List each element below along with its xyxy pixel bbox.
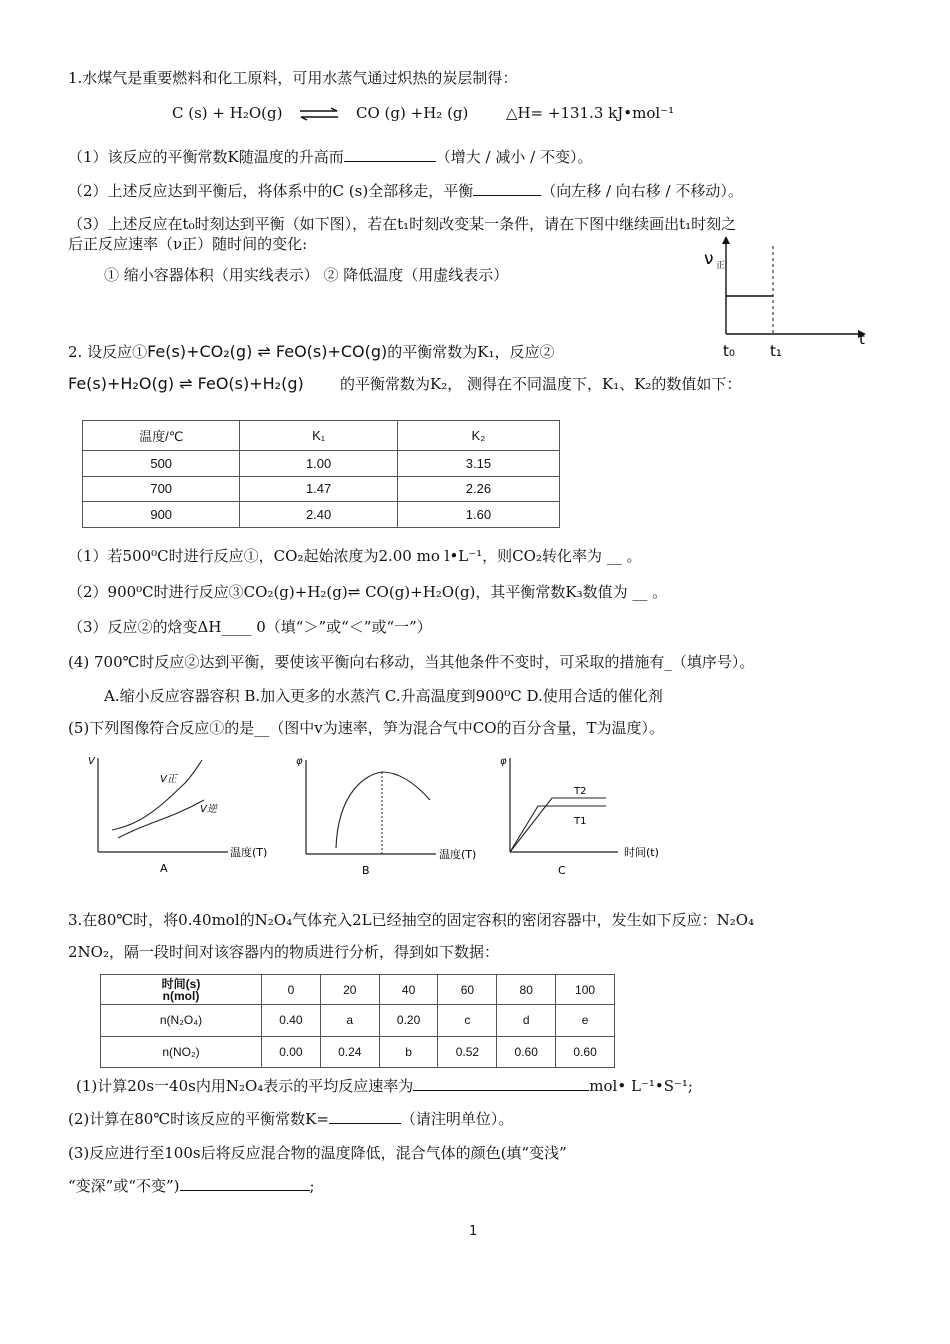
table-cell: 3.15	[397, 451, 559, 477]
table-cell: 2.26	[397, 476, 559, 502]
q3-part3-line1: (3)反应进行至100s后将反应混合物的温度降低，混合气体的颜色(填“变浅”	[68, 1144, 567, 1162]
q1-part3-line2: 后正反应速率（ν正）随时间的变化:	[68, 235, 308, 253]
q2-reaction1: Fe(s)+CO₂(g) ⇌ FeO(s)+CO(g)	[147, 342, 388, 361]
q2-line2-text: 的平衡常数为K₂， 测得在不同温度下，K₁、K₂的数值如下：	[340, 375, 742, 393]
q1-part1	[68, 147, 592, 167]
table-header: 20	[320, 975, 379, 1005]
table-cell: b	[379, 1036, 438, 1068]
table-header: 100	[556, 975, 615, 1005]
table-header: 0	[262, 975, 321, 1005]
q2-line2	[68, 374, 741, 394]
graph-c[interactable]	[500, 752, 700, 882]
q1-rate-graph[interactable]	[700, 232, 870, 362]
answer-blank[interactable]	[180, 1176, 310, 1191]
table-header: 60	[438, 975, 497, 1005]
table-cell: 1.60	[397, 502, 559, 528]
corner-top-label: 时间(s)	[161, 976, 201, 991]
q2-intro: 2. 设反应①	[68, 343, 148, 361]
q3-part1-text: (1)计算20s一40s内用N₂O₄表示的平均反应速率为	[76, 1077, 414, 1095]
table-cell: 1.47	[240, 476, 397, 502]
graph-a-curve2: V逆	[200, 804, 217, 815]
table-cell: 0.52	[438, 1036, 497, 1068]
q1-part2-choices: （向左移 / 向右移 / 不移动）。	[541, 182, 743, 200]
graph-x-label: t	[859, 330, 865, 348]
table-row	[83, 476, 560, 502]
q3-part3-end: ;	[309, 1177, 315, 1195]
table-cell: 0.40	[262, 1005, 321, 1037]
graph-a[interactable]	[88, 752, 288, 882]
table-row	[83, 451, 560, 477]
graph-y-label: ν	[704, 249, 714, 269]
q3-part2-note: （请注明单位）。	[400, 1110, 514, 1128]
q2-part3: （3）反应②的焓变ΔH____ 0（填“＞”或“＜”或“一”）	[68, 618, 432, 636]
q3-data-table	[100, 974, 615, 1068]
graph-y-sub: 正	[716, 261, 726, 271]
q1-intro: 1.水煤气是重要燃料和化工原料，可用水蒸气通过炽热的炭层制得：	[68, 69, 518, 87]
graph-b-x: 温度(T)	[439, 848, 477, 861]
table-row	[101, 1005, 615, 1037]
q3-part1-unit: mol• L⁻¹•S⁻¹;	[589, 1077, 693, 1095]
table-header: 80	[497, 975, 556, 1005]
table-header: K₁	[240, 421, 397, 451]
graph-a-y: V	[88, 756, 95, 767]
q2-line1	[68, 342, 555, 362]
graph-c-curve1: T2	[574, 786, 587, 797]
page-number: 1	[469, 1224, 478, 1239]
table-cell: 0.20	[379, 1005, 438, 1037]
table-cell: 500	[83, 451, 240, 477]
table-cell: e	[556, 1005, 615, 1037]
q2-part4-options: A.缩小反应容器容积 B.加入更多的水蒸汽 C.升高温度到900⁰C D.使用合适的催化剂	[104, 687, 663, 705]
graph-b[interactable]	[296, 752, 496, 882]
table-header: K₂	[397, 421, 559, 451]
table-cell: 2.40	[240, 502, 397, 528]
graph-a-x: 温度(T)	[230, 846, 268, 859]
graph-t1-label: t₁	[770, 342, 782, 360]
table-cell: 900	[83, 502, 240, 528]
graph-a-curve1: V正	[160, 774, 177, 785]
table-row	[101, 1036, 615, 1068]
answer-blank[interactable]	[473, 181, 541, 196]
answer-blank[interactable]	[329, 1109, 401, 1124]
table-row	[83, 502, 560, 528]
q2-k-table	[82, 420, 560, 528]
q2-part2: （2）900⁰C时进行反应③CO₂(g)+H₂(g)⇌ CO(g)+H₂O(g)，其平衡常数K₃数值为 __ 。	[68, 583, 668, 601]
equilibrium-arrow-icon	[297, 107, 341, 121]
graph-a-caption: A	[160, 862, 168, 875]
q1-eq-right: CO (g) +H₂ (g)	[356, 104, 469, 122]
table-cell: 1.00	[240, 451, 397, 477]
q1-part1-text: （1）该反应的平衡常数K随温度的升高而	[68, 148, 344, 166]
graph-c-x: 时间(t)	[624, 846, 659, 859]
q3-part2	[68, 1109, 513, 1129]
q3-part3-text: “变深”或“不变”)	[68, 1177, 180, 1195]
q2-part5: (5)下列图像符合反应①的是__（图中v为速率，笋为混合气中CO的百分含量，T为温度）。	[68, 719, 665, 737]
q1-part2-text: （2）上述反应达到平衡后，将体系中的C (s)全部移走，平衡	[68, 182, 474, 200]
table-cell: d	[497, 1005, 556, 1037]
table-corner-header	[101, 975, 262, 1005]
table-cell: 0.24	[320, 1036, 379, 1068]
q1-part2	[68, 181, 743, 201]
graph-c-y: φ	[500, 756, 507, 767]
row-label: n(NO₂)	[101, 1036, 262, 1068]
q1-part3-options: ① 缩小容器体积（用实线表示） ② 降低温度（用虚线表示）	[104, 266, 509, 284]
q3-part3-line2	[68, 1176, 315, 1196]
q2-reaction2: Fe(s)+H₂O(g) ⇌ FeO(s)+H₂(g)	[68, 374, 304, 393]
table-header: 40	[379, 975, 438, 1005]
graph-b-caption: B	[362, 864, 370, 877]
q1-part1-choices: （增大 / 减小 / 不变）。	[435, 148, 593, 166]
q3-line1: 3.在80℃时，将0.40mol的N₂O₄气体充入2L已经抽空的固定容积的密闭容器中，发生如下反应：N₂O₄	[68, 911, 755, 929]
q2-part1: （1）若500⁰C时进行反应①，CO₂起始浓度为2.00 mo l•L⁻¹，则CO₂转化率为 __ 。	[68, 547, 642, 565]
answer-blank[interactable]	[344, 147, 436, 162]
table-cell: 0.60	[497, 1036, 556, 1068]
table-cell: c	[438, 1005, 497, 1037]
graph-b-y: φ	[296, 756, 303, 767]
q2-line1-text: 的平衡常数为K₁，反应②	[387, 343, 555, 361]
q3-part1	[76, 1076, 693, 1096]
corner-bottom-label: n(mol)	[162, 988, 200, 1003]
table-cell: 0.60	[556, 1036, 615, 1068]
q1-part3-line1: （3）上述反应在t₀时刻达到平衡（如下图），若在t₁时刻改变某一条件，请在下图中继续画出t₁时刻之	[68, 215, 737, 233]
answer-blank[interactable]	[413, 1076, 589, 1091]
graph-c-caption: C	[558, 864, 566, 877]
q1-equation	[172, 103, 674, 123]
graph-c-curve2: T1	[574, 816, 587, 827]
row-label: n(N₂O₄)	[101, 1005, 262, 1037]
table-cell: 700	[83, 476, 240, 502]
graph-t0-label: t₀	[723, 342, 735, 360]
q1-eq-left: C (s) + H₂O(g)	[172, 104, 283, 122]
q2-part4: (4) 700℃时反应②达到平衡，要使该平衡向右移动，当其他条件不变时，可采取的措施有_（填序号）。	[68, 653, 755, 671]
q3-line2: 2NO₂，隔一段时间对该容器内的物质进行分析，得到如下数据：	[68, 943, 499, 961]
q3-part2-text: (2)计算在80℃时该反应的平衡常数K=	[68, 1110, 329, 1128]
table-cell: a	[320, 1005, 379, 1037]
table-cell: 0.00	[262, 1036, 321, 1068]
q1-eq-dh: △H= +131.3 kJ•mol⁻¹	[505, 104, 675, 122]
table-header: 温度/℃	[83, 421, 240, 451]
